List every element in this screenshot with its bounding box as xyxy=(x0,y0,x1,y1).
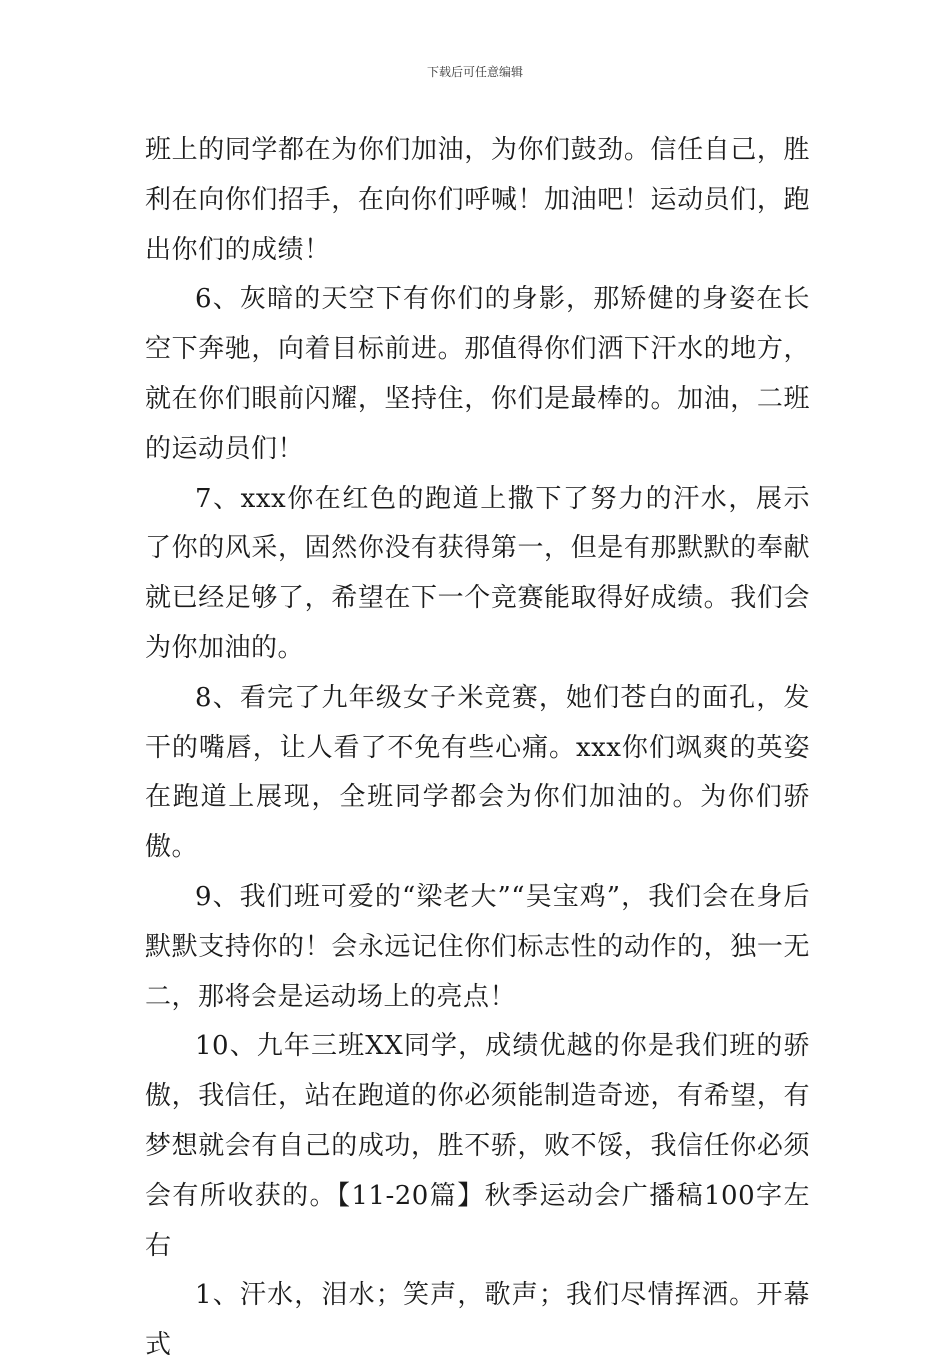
paragraph-item-10: 10、九年三班XX同学，成绩优越的你是我们班的骄傲，我信任，站在跑道的你必须能制造奇迹，有希望，有梦想就会有自己的成功，胜不骄，败不馁，我信任你必须会有所收获的。【11-20篇】秋季运动会广播稿100字左右 xyxy=(145,1031,810,1261)
document-body xyxy=(145,126,810,1371)
paragraph-item-7: 7、xxx你在红色的跑道上撒下了努力的汗水，展示了你的风采，固然你没有获得第一，但是有那默默的奉献就已经足够了，希望在下一个竞赛能取得好成绩。我们会为你加油的。 xyxy=(145,483,810,663)
paragraph-item-1: 1、汗水，泪水；笑声，歌声；我们尽情挥洒。开幕式 xyxy=(145,1280,810,1361)
paragraph-item-6: 6、灰暗的天空下有你们的身影，那矫健的身姿在长空下奔驰，向着目标前进。那值得你们洒下汗水的地方，就在你们眼前闪耀，坚持住，你们是最棒的。加油，二班的运动员们！ xyxy=(145,284,810,464)
paragraph-item-9: 9、我们班可爱的“梁老大”“吴宝鸡”，我们会在身后默默支持你的！会永远记住你们标志性的动作的，独一无二，那将会是运动场上的亮点！ xyxy=(145,881,810,1012)
paragraph-continuation: 班上的同学都在为你们加油，为你们鼓劲。信任自己，胜利在向你们招手，在向你们呼喊！加油吧！运动员们，跑出你们的成绩！ xyxy=(145,135,810,265)
page-header: 下载后可任意编辑 xyxy=(426,65,523,79)
paragraph-item-8: 8、看完了九年级女子米竞赛，她们苍白的面孔，发干的嘴唇，让人看了不免有些心痛。xxx你们飒爽的英姿在跑道上展现，全班同学都会为你们加油的。为你们骄傲。 xyxy=(145,682,810,863)
